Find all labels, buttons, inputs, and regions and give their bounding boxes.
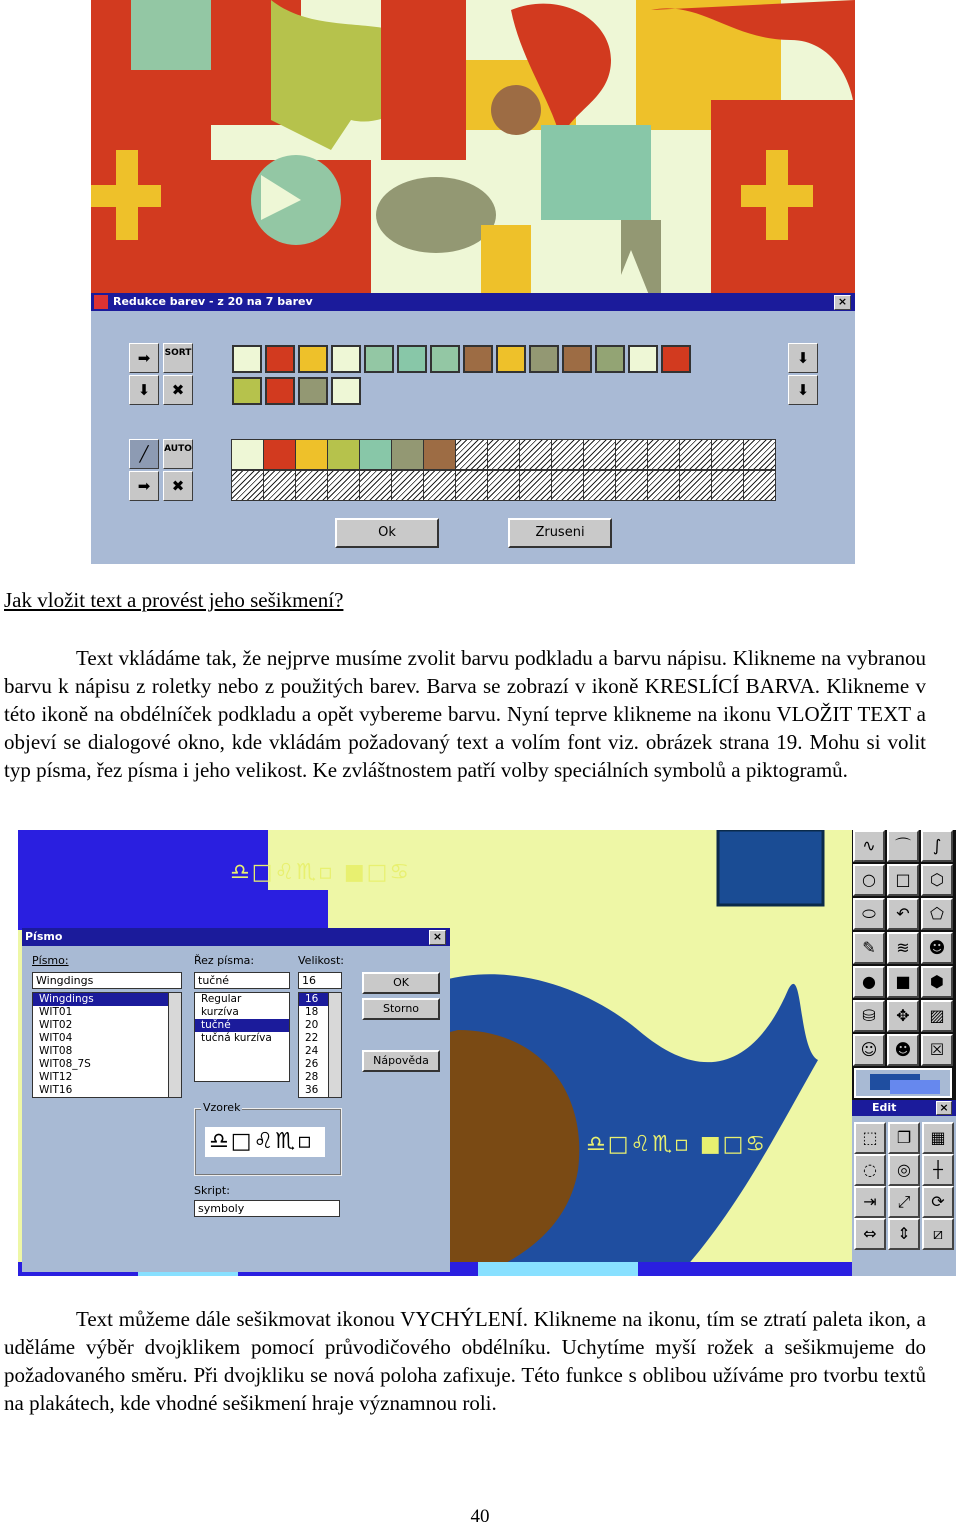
color-swatch[interactable] [265, 377, 295, 405]
palette-cell[interactable] [423, 439, 456, 470]
color-reduction-screenshot [91, 0, 855, 564]
paragraph-2-text: Text můžeme dále sešikmovat ikonou VYCHÝLENÍ. Klikneme na ikonu, tím se ztratí paleta ikon, a uděláme výběr dvojklikem pomocí průvodičového obdélníku. Uchytíme myší rožek a sešikmujeme do požadovaného směru. Při dvojkliku se nová poloha zafixuje. Této funkce s oblibou užíváme pro tvorbu textů na plakátech, kde vhodné sešikmení hraje významnou roli. [4, 1307, 926, 1415]
dialog-title: Redukce barev - z 20 na 7 barev [113, 295, 313, 308]
filled-circle-tool-icon[interactable]: ● [853, 966, 885, 998]
arrow-right-icon[interactable]: ➡ [129, 343, 159, 373]
font-list-item[interactable]: Wingdings [33, 993, 181, 1006]
palette-cell[interactable] [647, 470, 680, 501]
color-swatch[interactable] [298, 345, 328, 373]
size-list-item[interactable]: 36 [305, 1084, 319, 1096]
delete-sort-icon[interactable]: ✖ [163, 375, 193, 405]
size-list-item[interactable]: 26 [305, 1058, 319, 1070]
flip-horizontal-icon[interactable]: ⇔ [854, 1218, 886, 1250]
palette-cell[interactable] [263, 470, 296, 501]
select-rectangle-icon[interactable]: ⬚ [854, 1122, 886, 1154]
font-name-input[interactable]: Wingdings [32, 972, 182, 989]
section-heading: Jak vložit text a provést jeho sešikmení? [4, 588, 344, 612]
cross-lines-icon[interactable]: ┼ [922, 1154, 954, 1186]
auto-button[interactable]: AUTO [163, 439, 193, 469]
size-list-item[interactable]: 18 [305, 1006, 319, 1018]
edit-palette-titlebar [852, 1100, 956, 1116]
color-swatch[interactable] [298, 377, 328, 405]
dialog-titlebar [91, 293, 855, 311]
color-swatch[interactable] [562, 345, 592, 373]
arrow-down-icon[interactable]: ⬇ [129, 375, 159, 405]
head-tool-icon[interactable]: ☻ [921, 932, 953, 964]
palette-cell[interactable] [711, 470, 744, 501]
style-list-item[interactable]: kurzíva [201, 1006, 239, 1018]
palette-cell[interactable] [487, 439, 520, 470]
sample-label: Vzorek [203, 1101, 241, 1114]
sort-button[interactable]: SORT [163, 343, 193, 373]
size-list-item[interactable]: 28 [305, 1071, 319, 1083]
script-select[interactable]: symboly [194, 1200, 340, 1217]
arrow-down-icon[interactable]: ⬇ [788, 375, 818, 405]
size-list-item[interactable]: 24 [305, 1045, 319, 1057]
palette-cell[interactable] [295, 470, 328, 501]
edit-palette-title: Edit [872, 1101, 897, 1114]
rotate-icon[interactable]: ⟳ [922, 1186, 954, 1218]
font-list-item[interactable]: WIT04 [39, 1032, 73, 1044]
filled-rectangle-tool-icon[interactable]: ■ [887, 966, 919, 998]
color-swatch[interactable] [463, 345, 493, 373]
style-label: Řez písma: [194, 954, 255, 967]
size-list-item[interactable]: 20 [305, 1019, 319, 1031]
color-swatch[interactable] [364, 345, 394, 373]
font-dialog-screenshot [18, 830, 956, 1276]
close-icon[interactable]: ☒ [921, 1034, 953, 1066]
rectangle-tool-icon[interactable]: □ [887, 864, 919, 896]
palette-cell[interactable] [519, 439, 552, 470]
resize-diagonal-icon[interactable]: ⤢ [888, 1186, 920, 1218]
paste-pattern-icon[interactable]: ▦ [922, 1122, 954, 1154]
ok-button[interactable]: OK [362, 972, 440, 994]
font-label: Písmo: [32, 954, 69, 967]
paragraph-2 [4, 1305, 926, 1417]
palette-cell[interactable] [551, 470, 584, 501]
color-swatch[interactable] [595, 345, 625, 373]
drawing-color-icon[interactable] [854, 1068, 952, 1098]
dark-mask-icon[interactable]: ☻ [887, 1034, 919, 1066]
palette-cell[interactable] [455, 470, 488, 501]
brush-tool-icon[interactable]: ✎ [853, 932, 885, 964]
ok-button[interactable]: Ok [335, 518, 439, 548]
palette-cell[interactable] [487, 470, 520, 501]
abstract-artwork [91, 0, 855, 300]
freehand-tool-icon[interactable]: ∫ [921, 830, 953, 862]
app-icon [94, 295, 108, 309]
page-number: 40 [470, 1506, 490, 1527]
palette-cell[interactable] [423, 470, 456, 501]
style-list-item[interactable]: Regular [201, 993, 242, 1005]
canvas-text-top: ♎□♌♏▫ ■□♋ [230, 860, 412, 885]
paragraph-1-text: Text vkládáme tak, že nejprve musíme zvolit barvu podkladu a barvu nápisu. Klikneme na vybranou barvu k nápisu z roletky nebo z použitých barev. Barva se zobrazí v ikoně KRESLÍCÍ BARVA. Klikneme v této ikoně na obdélníček podkladu a opět vybereme barvu. Nyní teprve klikneme na ikonu VLOŽIT TEXT a objeví se dialogové okno, kde vkládám požadovaný text a volím font viz. obrázek strana 19. Mohu si volit typ písma, řez písma i jeho velikost. Ke zvláštnostem patří volby speciálních symbolů a piktogramů. [4, 646, 926, 782]
color-swatch[interactable] [331, 345, 361, 373]
palette-cell[interactable] [647, 439, 680, 470]
polygon-tool-icon[interactable]: ⬡ [921, 864, 953, 896]
select-ellipse-icon[interactable]: ◌ [854, 1154, 886, 1186]
scrollbar[interactable] [168, 993, 181, 1097]
close-button[interactable]: × [936, 1101, 952, 1115]
font-list-item[interactable]: WIT12 [39, 1071, 73, 1083]
sample-preview: ♎□♌♏▫ [205, 1127, 325, 1157]
palette-cell[interactable] [231, 439, 264, 470]
intersect-icon[interactable]: ◎ [888, 1154, 920, 1186]
palette-cell[interactable] [551, 439, 584, 470]
palette-cell[interactable] [615, 439, 648, 470]
scrollbar[interactable] [328, 993, 341, 1097]
blob-tool-icon[interactable]: ⬠ [921, 898, 953, 930]
ellipse-tool-icon[interactable]: ⬭ [853, 898, 885, 930]
palette-cell[interactable] [583, 439, 616, 470]
arrow-down-icon[interactable]: ⬇ [788, 343, 818, 373]
pipette-icon[interactable]: ╱ [129, 439, 159, 469]
font-list-item[interactable]: WIT08 [39, 1045, 73, 1057]
color-swatch[interactable] [397, 345, 427, 373]
move-tool-icon[interactable]: ✥ [887, 1000, 919, 1032]
color-swatch[interactable] [430, 345, 460, 373]
size-list-item[interactable]: 16 [299, 993, 341, 1006]
script-label: Skript: [194, 1184, 230, 1197]
style-list[interactable] [194, 992, 290, 1082]
style-list-item[interactable]: tučné [195, 1019, 289, 1032]
color-swatch[interactable] [232, 345, 262, 373]
paragraph-1 [4, 644, 926, 784]
palette-cell[interactable] [391, 470, 424, 501]
palette-cell[interactable] [231, 470, 264, 501]
font-dialog [22, 928, 450, 1272]
copy-icon[interactable]: ❐ [888, 1122, 920, 1154]
canvas-text-middle: ♎□♌♏▫ ■□♋ [586, 1132, 768, 1157]
color-swatch[interactable] [331, 377, 361, 405]
palette-cell[interactable] [359, 470, 392, 501]
palette-cell[interactable] [263, 439, 296, 470]
size-label: Velikost: [298, 954, 345, 967]
cancel-button[interactable]: Zruseni [508, 518, 612, 548]
palette-cell[interactable] [679, 439, 712, 470]
close-button[interactable]: × [834, 295, 851, 310]
font-size-input[interactable]: 16 [298, 972, 342, 989]
font-dialog-title: Písmo [25, 930, 63, 943]
flip-vertical-icon[interactable]: ⇕ [888, 1218, 920, 1250]
undo-arc-tool-icon[interactable]: ↶ [887, 898, 919, 930]
palette-cell[interactable] [583, 470, 616, 501]
palette-cell[interactable] [391, 439, 424, 470]
color-swatch[interactable] [529, 345, 559, 373]
palette-cell[interactable] [327, 470, 360, 501]
resize-right-icon[interactable]: ⇥ [854, 1186, 886, 1218]
palette-cell[interactable] [295, 439, 328, 470]
font-dialog-titlebar [22, 928, 450, 946]
color-swatch[interactable] [661, 345, 691, 373]
palette-cell[interactable] [615, 470, 648, 501]
palette-cell[interactable] [711, 439, 744, 470]
cat-mask-icon[interactable]: ☺ [853, 1034, 885, 1066]
color-swatch[interactable] [496, 345, 526, 373]
font-list-item[interactable]: WIT16 [39, 1084, 73, 1096]
palette-cell[interactable] [359, 439, 392, 470]
pattern-tool-icon[interactable]: ≋ [887, 932, 919, 964]
filled-polygon-tool-icon[interactable]: ⬢ [921, 966, 953, 998]
curve-tool-icon[interactable]: ∿ [853, 830, 885, 862]
skew-icon[interactable]: ⧄ [922, 1218, 954, 1250]
palette-cell[interactable] [743, 470, 776, 501]
size-list[interactable] [298, 992, 342, 1098]
close-button[interactable]: × [429, 930, 446, 945]
size-list-item[interactable]: 22 [305, 1032, 319, 1044]
font-list[interactable] [32, 992, 182, 1098]
palette-cell[interactable] [519, 470, 552, 501]
arc-tool-icon[interactable]: ⌒ [887, 830, 919, 862]
help-button[interactable]: Nápověda [362, 1050, 440, 1072]
palette-cell[interactable] [455, 439, 488, 470]
palette-cell[interactable] [679, 470, 712, 501]
delete-auto-icon[interactable]: ✖ [163, 471, 193, 501]
color-swatch[interactable] [232, 377, 262, 405]
color-swatch[interactable] [265, 345, 295, 373]
palette-cell[interactable] [743, 439, 776, 470]
circle-tool-icon[interactable]: ○ [853, 864, 885, 896]
fill-bucket-icon[interactable]: ⛁ [853, 1000, 885, 1032]
font-list-item[interactable]: WIT01 [39, 1006, 73, 1018]
palette-cell[interactable] [327, 439, 360, 470]
shade-tool-icon[interactable]: ▨ [921, 1000, 953, 1032]
cancel-button[interactable]: Storno [362, 998, 440, 1020]
font-style-input[interactable]: tučné [194, 972, 290, 989]
edit-palette [852, 1100, 956, 1276]
color-swatch[interactable] [628, 345, 658, 373]
font-list-item[interactable]: WIT02 [39, 1019, 73, 1031]
color-reduction-dialog [91, 293, 855, 564]
style-list-item[interactable]: tučná kurzíva [201, 1032, 272, 1044]
sample-group [194, 1101, 342, 1176]
arrow-right-icon[interactable]: ➡ [129, 471, 159, 501]
font-list-item[interactable]: WIT08_7S [39, 1058, 91, 1070]
